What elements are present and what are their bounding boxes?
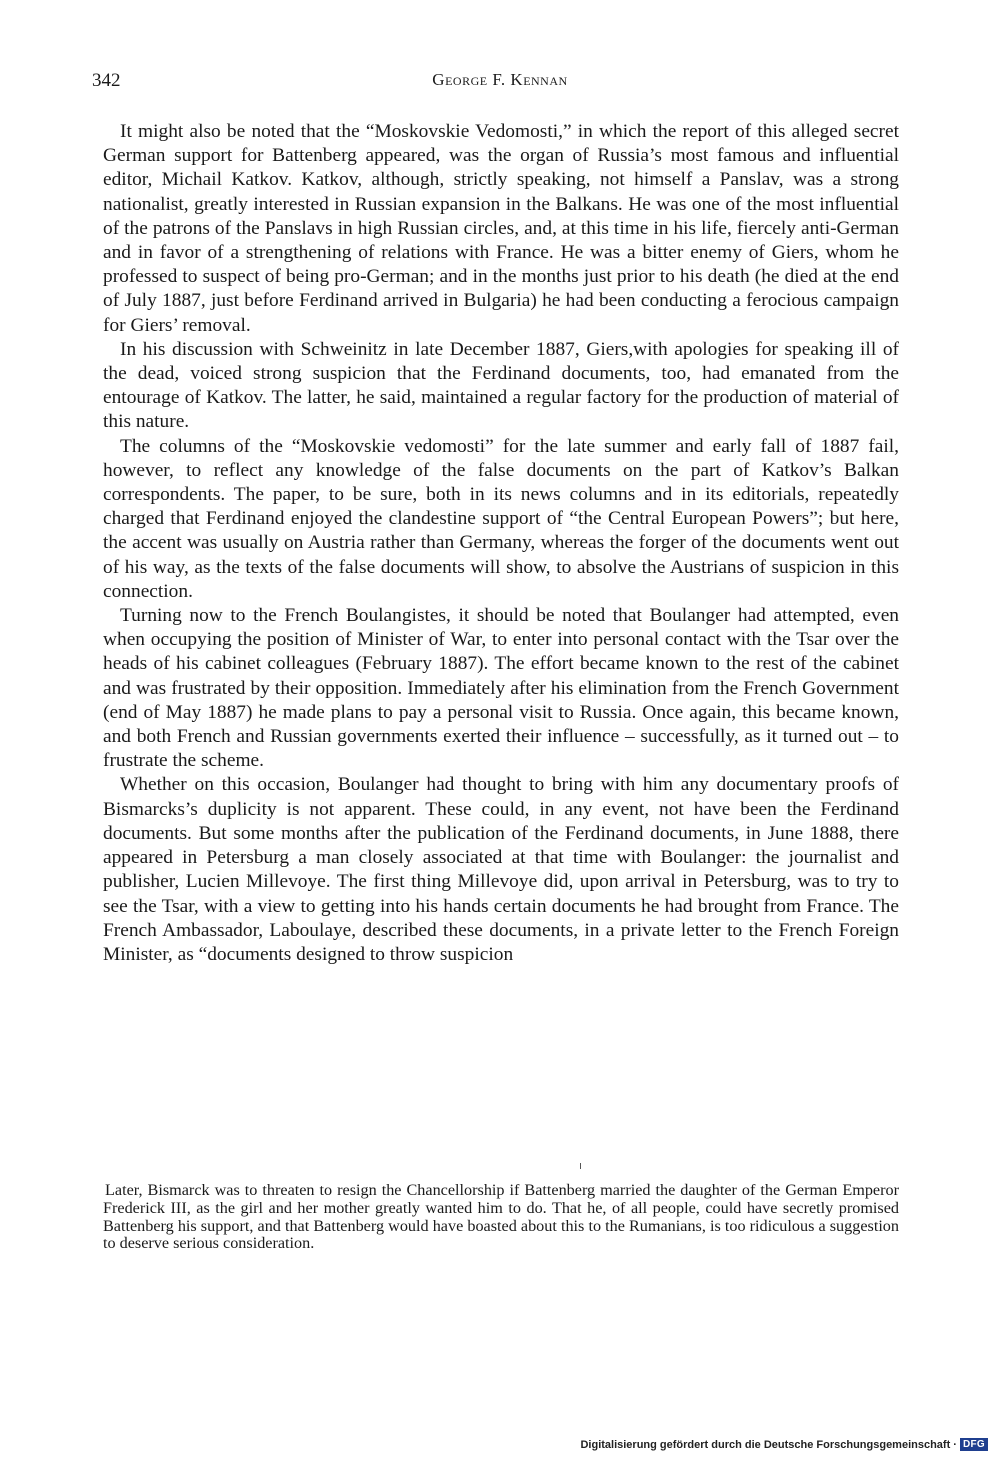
paragraph: Turning now to the French Boulangistes, it should be noted that Boulanger had attempted, even when occupying the position of Minister of War, to enter into personal contact with the Tsar over the heads of his cabinet colleagues (February 1887). The effort became known to the rest of the cabinet and was frustrated by their opposition. Immediately after his elimination from the French Government (end of May 1887) he made plans to pay a personal visit to Russia. Once again, this became known, and both French and Russian governments exerted their influence – successfully, as it turned out – to frustrate the scheme. [103, 605, 899, 772]
credit-text: Digitalisierung gefördert durch die Deutsche Forschungsgemeinschaft · [580, 1438, 957, 1451]
footnote-text: Later, Bismarck was to threaten to resign the Chancellorship if Battenberg married the daughter of the German Emperor Frederick III, as the girl and her mother greatly wanted him to do. That he, of all people, could have secretly promised Battenberg his support, and that Battenberg would have boasted about this to the Rumanians, is too ridiculous a suggestion to deserve serious consideration. [103, 1181, 899, 1253]
footnote [103, 1182, 899, 1253]
paragraph: In his discussion with Schweinitz in late December 1887, Giers,with apologies for speaking ill of the dead, voiced strong suspicion that the Ferdinand documents, too, had emanated from the entourage of Katkov. The latter, he said, maintained a regular factory for the production of material of this nature. [103, 338, 899, 433]
paragraph: Whether on this occasion, Boulanger had thought to bring with him any documentary proofs of Bismarcks’s duplicity is not apparent. These could, in any event, not have been the Ferdinand documents. But some months after the publication of the Ferdinand documents, in June 1888, there appeared in Petersburg a man closely associated at that time with Boulanger: the journalist and publisher, Lucien Millevoye. The first thing Millevoye did, upon arrival in Petersburg, was to try to see the Tsar, with a view to getting into his hands certain documents he had brought from France. The French Ambassador, Laboulaye, described these documents, in a private letter to the French Foreign Minister, as “documents designed to throw suspicion [103, 774, 899, 965]
paragraph: The columns of the “Moskovskie vedomosti” for the late summer and early fall of 1887 fail, however, to reflect any knowledge of the false documents on the part of Katkov’s Balkan correspondents. The paper, to be sure, both in its news columns and in its editorials, repeatedly charged that Ferdinand enjoyed the clandestine support of “the Central European Powers”; but here, the accent was usually on Austria rather than Germany, whereas the forger of the documents went out of his way, as the texts of the false documents will show, to absolve the Austrians of suspicion in this connection. [103, 435, 899, 602]
paragraph: It might also be noted that the “Moskovskie Vedomosti,” in which the report of this alleged secret German support for Battenberg appeared, was the organ of Russia’s most famous and influential editor, Michail Katkov. Katkov, although, strictly speaking, not himself a Panslav, was a strong nationalist, greatly interested in Russian expansion in the Balkans. He was one of the most influential of the patrons of the Panslavs in high Russian circles, and, at this time in his life, fiercely anti-German and in favor of a strengthening of relations with France. He was a bitter enemy of Giers, whom he professed to suspect of being pro-German; and in the months just prior to his death (he died at the end of July 1887, just before Ferdinand arrived in Bulgaria) he had been conducting a ferocious campaign for Giers’ removal. [103, 121, 899, 336]
body-text [103, 120, 899, 967]
running-head: George F. Kennan [432, 70, 568, 89]
dfg-logo: DFG [960, 1438, 988, 1451]
digitization-credit [580, 1438, 988, 1451]
footnote-separator [580, 1163, 581, 1169]
page-number: 342 [92, 70, 121, 91]
